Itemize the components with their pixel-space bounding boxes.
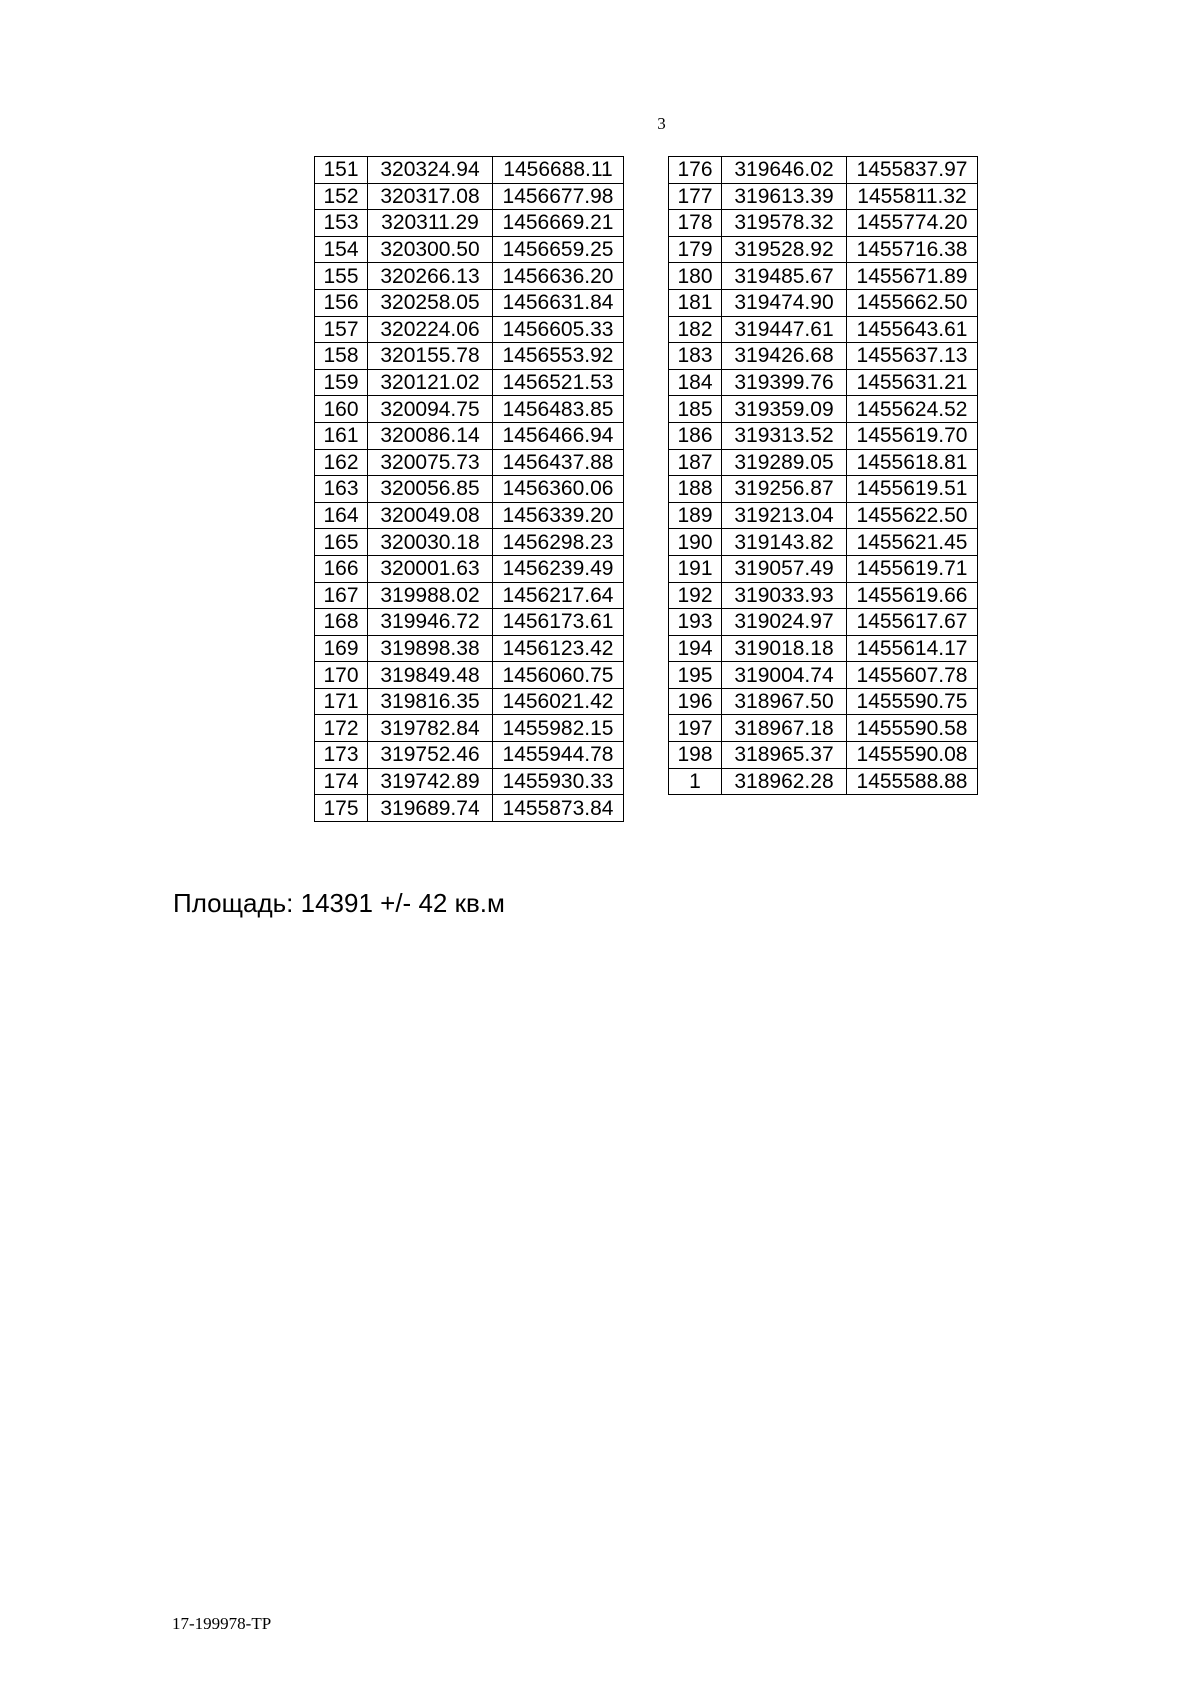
y-coordinate-cell: 1455619.70	[847, 422, 978, 449]
table-row	[669, 263, 978, 290]
coordinates-table-left	[314, 156, 624, 822]
x-coordinate-cell: 318967.18	[722, 715, 847, 742]
table-row	[669, 529, 978, 556]
x-coordinate-cell: 318962.28	[722, 768, 847, 795]
x-coordinate-cell: 319474.90	[722, 289, 847, 316]
point-number-cell: 166	[315, 555, 368, 582]
table-row	[315, 635, 624, 662]
y-coordinate-cell: 1456605.33	[493, 316, 624, 343]
x-coordinate-cell: 319399.76	[722, 369, 847, 396]
point-number-cell: 157	[315, 316, 368, 343]
x-coordinate-cell: 319782.84	[368, 715, 493, 742]
table-row	[669, 635, 978, 662]
y-coordinate-cell: 1455618.81	[847, 449, 978, 476]
point-number-cell: 160	[315, 396, 368, 423]
y-coordinate-cell: 1456239.49	[493, 555, 624, 582]
y-coordinate-cell: 1455614.17	[847, 635, 978, 662]
point-number-cell: 174	[315, 768, 368, 795]
x-coordinate-cell: 319018.18	[722, 635, 847, 662]
table-row	[315, 183, 624, 210]
table-row	[315, 422, 624, 449]
y-coordinate-cell: 1455590.08	[847, 742, 978, 769]
x-coordinate-cell: 319256.87	[722, 476, 847, 503]
table-row	[315, 795, 624, 822]
point-number-cell: 190	[669, 529, 722, 556]
table-row	[315, 502, 624, 529]
point-number-cell: 152	[315, 183, 368, 210]
table-row	[315, 343, 624, 370]
point-number-cell: 171	[315, 688, 368, 715]
x-coordinate-cell: 319313.52	[722, 422, 847, 449]
point-number-cell: 175	[315, 795, 368, 822]
point-number-cell: 178	[669, 210, 722, 237]
y-coordinate-cell: 1455590.75	[847, 688, 978, 715]
y-coordinate-cell: 1455619.51	[847, 476, 978, 503]
x-coordinate-cell: 320001.63	[368, 555, 493, 582]
y-coordinate-cell: 1456123.42	[493, 635, 624, 662]
y-coordinate-cell: 1455588.88	[847, 768, 978, 795]
x-coordinate-cell: 320121.02	[368, 369, 493, 396]
table-row	[315, 529, 624, 556]
point-number-cell: 188	[669, 476, 722, 503]
y-coordinate-cell: 1455617.67	[847, 609, 978, 636]
y-coordinate-cell: 1455607.78	[847, 662, 978, 689]
x-coordinate-cell: 319898.38	[368, 635, 493, 662]
x-coordinate-cell: 319289.05	[722, 449, 847, 476]
y-coordinate-cell: 1456553.92	[493, 343, 624, 370]
table-row	[315, 715, 624, 742]
table-row	[669, 476, 978, 503]
table-row	[315, 768, 624, 795]
table-row	[669, 210, 978, 237]
page-number: 3	[657, 114, 666, 133]
y-coordinate-cell: 1455619.71	[847, 555, 978, 582]
y-coordinate-cell: 1455662.50	[847, 289, 978, 316]
x-coordinate-cell: 318965.37	[722, 742, 847, 769]
y-coordinate-cell: 1456466.94	[493, 422, 624, 449]
y-coordinate-cell: 1455631.21	[847, 369, 978, 396]
x-coordinate-cell: 319359.09	[722, 396, 847, 423]
x-coordinate-cell: 319752.46	[368, 742, 493, 769]
coordinates-table-right	[668, 156, 978, 795]
y-coordinate-cell: 1456659.25	[493, 236, 624, 263]
table-row	[315, 236, 624, 263]
y-coordinate-cell: 1455624.52	[847, 396, 978, 423]
x-coordinate-cell: 320086.14	[368, 422, 493, 449]
table-row	[669, 449, 978, 476]
table-row	[315, 396, 624, 423]
point-number-cell: 193	[669, 609, 722, 636]
point-number-cell: 177	[669, 183, 722, 210]
point-number-cell: 195	[669, 662, 722, 689]
x-coordinate-cell: 320049.08	[368, 502, 493, 529]
table-row	[669, 609, 978, 636]
x-coordinate-cell: 320224.06	[368, 316, 493, 343]
y-coordinate-cell: 1455622.50	[847, 502, 978, 529]
y-coordinate-cell: 1455590.58	[847, 715, 978, 742]
x-coordinate-cell: 319646.02	[722, 157, 847, 184]
point-number-cell: 159	[315, 369, 368, 396]
table-row	[315, 476, 624, 503]
y-coordinate-cell: 1456688.11	[493, 157, 624, 184]
y-coordinate-cell: 1455944.78	[493, 742, 624, 769]
point-number-cell: 184	[669, 369, 722, 396]
point-number-cell: 169	[315, 635, 368, 662]
point-number-cell: 168	[315, 609, 368, 636]
y-coordinate-cell: 1456339.20	[493, 502, 624, 529]
x-coordinate-cell: 319213.04	[722, 502, 847, 529]
point-number-cell: 155	[315, 263, 368, 290]
table-row	[669, 582, 978, 609]
x-coordinate-cell: 319485.67	[722, 263, 847, 290]
point-number-cell: 191	[669, 555, 722, 582]
point-number-cell: 163	[315, 476, 368, 503]
x-coordinate-cell: 320324.94	[368, 157, 493, 184]
table-row	[315, 369, 624, 396]
point-number-cell: 172	[315, 715, 368, 742]
x-coordinate-cell: 319849.48	[368, 662, 493, 689]
x-coordinate-cell: 320317.08	[368, 183, 493, 210]
table-row	[315, 210, 624, 237]
point-number-cell: 180	[669, 263, 722, 290]
point-number-cell: 165	[315, 529, 368, 556]
y-coordinate-cell: 1456437.88	[493, 449, 624, 476]
x-coordinate-cell: 319033.93	[722, 582, 847, 609]
y-coordinate-cell: 1455873.84	[493, 795, 624, 822]
document-code: 17-199978-TP	[172, 1614, 272, 1633]
table-row	[669, 316, 978, 343]
point-number-cell: 1	[669, 768, 722, 795]
table-row	[315, 263, 624, 290]
x-coordinate-cell: 319578.32	[722, 210, 847, 237]
x-coordinate-cell: 319988.02	[368, 582, 493, 609]
table-row	[669, 715, 978, 742]
x-coordinate-cell: 320094.75	[368, 396, 493, 423]
point-number-cell: 170	[315, 662, 368, 689]
x-coordinate-cell: 320030.18	[368, 529, 493, 556]
table-row	[315, 609, 624, 636]
table-row	[669, 236, 978, 263]
x-coordinate-cell: 319528.92	[722, 236, 847, 263]
table-row	[669, 688, 978, 715]
y-coordinate-cell: 1455671.89	[847, 263, 978, 290]
x-coordinate-cell: 319689.74	[368, 795, 493, 822]
table-row	[669, 396, 978, 423]
y-coordinate-cell: 1455811.32	[847, 183, 978, 210]
x-coordinate-cell: 319024.97	[722, 609, 847, 636]
table-row	[669, 555, 978, 582]
x-coordinate-cell: 319742.89	[368, 768, 493, 795]
y-coordinate-cell: 1456669.21	[493, 210, 624, 237]
y-coordinate-cell: 1455637.13	[847, 343, 978, 370]
y-coordinate-cell: 1456173.61	[493, 609, 624, 636]
point-number-cell: 183	[669, 343, 722, 370]
x-coordinate-cell: 319946.72	[368, 609, 493, 636]
table-row	[669, 183, 978, 210]
point-number-cell: 156	[315, 289, 368, 316]
x-coordinate-cell: 319447.61	[722, 316, 847, 343]
table-row	[315, 662, 624, 689]
y-coordinate-cell: 1456360.06	[493, 476, 624, 503]
point-number-cell: 161	[315, 422, 368, 449]
y-coordinate-cell: 1456060.75	[493, 662, 624, 689]
x-coordinate-cell: 319057.49	[722, 555, 847, 582]
y-coordinate-cell: 1456521.53	[493, 369, 624, 396]
point-number-cell: 198	[669, 742, 722, 769]
y-coordinate-cell: 1455619.66	[847, 582, 978, 609]
point-number-cell: 158	[315, 343, 368, 370]
y-coordinate-cell: 1456483.85	[493, 396, 624, 423]
y-coordinate-cell: 1456298.23	[493, 529, 624, 556]
table-row	[669, 422, 978, 449]
table-row	[315, 742, 624, 769]
table-row	[315, 316, 624, 343]
x-coordinate-cell: 320311.29	[368, 210, 493, 237]
x-coordinate-cell: 320155.78	[368, 343, 493, 370]
area-text: Площадь: 14391 +/- 42 кв.м	[173, 888, 505, 918]
table-row	[315, 555, 624, 582]
x-coordinate-cell: 319143.82	[722, 529, 847, 556]
y-coordinate-cell: 1455930.33	[493, 768, 624, 795]
table-row	[669, 369, 978, 396]
y-coordinate-cell: 1456677.98	[493, 183, 624, 210]
table-row	[669, 289, 978, 316]
y-coordinate-cell: 1455837.97	[847, 157, 978, 184]
point-number-cell: 187	[669, 449, 722, 476]
point-number-cell: 154	[315, 236, 368, 263]
y-coordinate-cell: 1456631.84	[493, 289, 624, 316]
point-number-cell: 179	[669, 236, 722, 263]
x-coordinate-cell: 319816.35	[368, 688, 493, 715]
table-row	[315, 582, 624, 609]
point-number-cell: 181	[669, 289, 722, 316]
point-number-cell: 162	[315, 449, 368, 476]
point-number-cell: 192	[669, 582, 722, 609]
x-coordinate-cell: 318967.50	[722, 688, 847, 715]
y-coordinate-cell: 1456021.42	[493, 688, 624, 715]
table-row	[669, 662, 978, 689]
table-row	[669, 502, 978, 529]
point-number-cell: 189	[669, 502, 722, 529]
point-number-cell: 186	[669, 422, 722, 449]
x-coordinate-cell: 319004.74	[722, 662, 847, 689]
x-coordinate-cell: 320258.05	[368, 289, 493, 316]
x-coordinate-cell: 320300.50	[368, 236, 493, 263]
table-row	[669, 768, 978, 795]
y-coordinate-cell: 1455716.38	[847, 236, 978, 263]
point-number-cell: 185	[669, 396, 722, 423]
x-coordinate-cell: 320056.85	[368, 476, 493, 503]
point-number-cell: 182	[669, 316, 722, 343]
y-coordinate-cell: 1455643.61	[847, 316, 978, 343]
table-row	[669, 343, 978, 370]
y-coordinate-cell: 1455982.15	[493, 715, 624, 742]
x-coordinate-cell: 320266.13	[368, 263, 493, 290]
point-number-cell: 197	[669, 715, 722, 742]
table-row	[669, 742, 978, 769]
point-number-cell: 164	[315, 502, 368, 529]
point-number-cell: 151	[315, 157, 368, 184]
table-row	[669, 157, 978, 184]
y-coordinate-cell: 1456636.20	[493, 263, 624, 290]
point-number-cell: 196	[669, 688, 722, 715]
table-row	[315, 289, 624, 316]
y-coordinate-cell: 1455774.20	[847, 210, 978, 237]
point-number-cell: 173	[315, 742, 368, 769]
table-row	[315, 688, 624, 715]
point-number-cell: 194	[669, 635, 722, 662]
y-coordinate-cell: 1455621.45	[847, 529, 978, 556]
point-number-cell: 176	[669, 157, 722, 184]
y-coordinate-cell: 1456217.64	[493, 582, 624, 609]
point-number-cell: 167	[315, 582, 368, 609]
x-coordinate-cell: 319426.68	[722, 343, 847, 370]
table-row	[315, 157, 624, 184]
table-row	[315, 449, 624, 476]
x-coordinate-cell: 319613.39	[722, 183, 847, 210]
x-coordinate-cell: 320075.73	[368, 449, 493, 476]
point-number-cell: 153	[315, 210, 368, 237]
